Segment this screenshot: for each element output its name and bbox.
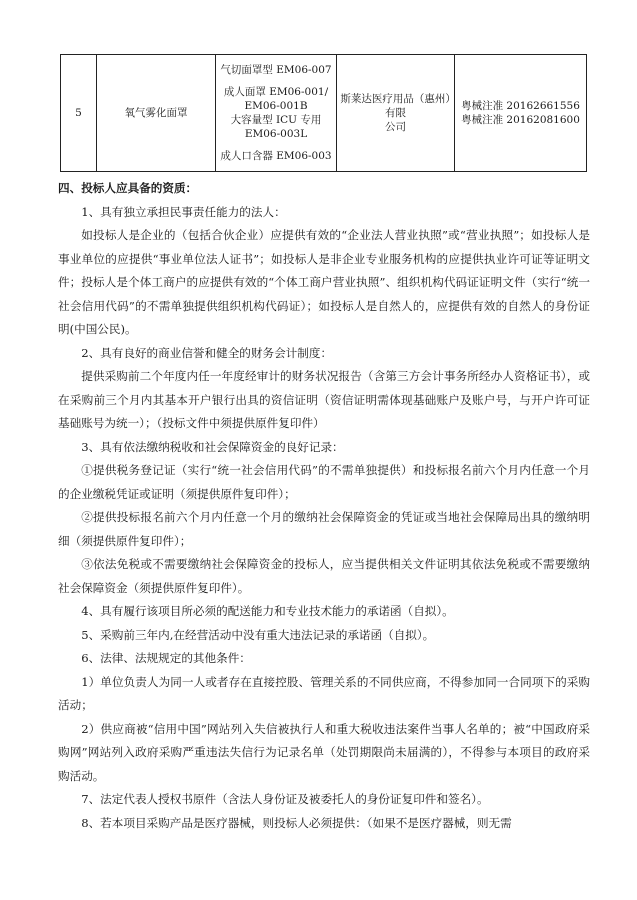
model-line: 大容量型 ICU 专用: [230, 114, 322, 126]
table-row: [61, 55, 587, 172]
paragraph: 7、法定代表人授权书原件（含法人身份证及被委托人的身份证复印件和签名）。: [81, 792, 489, 806]
model-line: EM06-003L: [244, 128, 308, 140]
product-table: [60, 54, 587, 172]
paragraph: 8、若本项目采购产品是医疗器械，则投标人必须提供：（如果不是医疗器械，则无需: [81, 815, 512, 830]
row-index: 5: [61, 55, 97, 172]
model-line: 成人口含器 EM06-003: [220, 150, 332, 162]
manufacturer-line: 公司: [385, 121, 406, 133]
model-list: [216, 55, 337, 172]
section-heading: 四、投标人应具备的资质：: [58, 181, 198, 195]
manufacturer-line: 斯莱达医疗用品（惠州）有限: [340, 93, 451, 119]
paragraph: 4、具有履行该项目所必须的配送能力和专业技术能力的承诺函（自拟）。: [81, 604, 454, 618]
paragraph: ②提供投标报名前六个月内任意一个月的缴纳社会保障资金的凭证或当地社会保障局出具的缴纳明细（须提供原件复印件）；: [58, 510, 590, 548]
paragraph: 2）供应商被“信用中国”网站列入失信被执行人和重大税收违法案件当事人名单的；被“中国政府采购网”网站列入政府采购严重违法失信行为记录名单（处罚期限尚未届满的），不得参与本项目的政府采购活动。: [58, 721, 590, 783]
qualification-section: [58, 177, 590, 835]
paragraph: 6、法律、法规规定的其他条件：: [81, 651, 251, 665]
registration-number: 粤械注准 20162081600: [461, 114, 580, 126]
product-name: 氧气雾化面罩: [97, 55, 216, 172]
registration-numbers: [455, 55, 587, 172]
manufacturer: [337, 55, 455, 172]
paragraph: 提供采购前二个年度内任一年度经审计的财务状况报告（含第三方会计事务所经办人资格证书），或在采购前三个月内其基本开户银行出具的资信证明（资信证明需体现基础账户及账户号，与开户许可证基础账号为统一）；（投标文件中须提供原件复印件）: [58, 369, 590, 430]
registration-number: 粤械注准 20162661556: [461, 100, 580, 112]
paragraph: 5、采购前三年内,在经营活动中没有重大违法记录的承诺函（自拟）。: [81, 627, 435, 642]
paragraph: 1、具有独立承担民事责任能力的法人：: [81, 204, 286, 219]
model-line: 成人面罩 EM06-001/: [223, 86, 329, 98]
paragraph: ③依法免税或不需要缴纳社会保障资金的投标人，应当提供相关文件证明其依法免税或不需要缴纳社会保障资金（须提供原件复印件）。: [58, 557, 590, 595]
paragraph: 如投标人是企业的（包括合伙企业）应提供有效的“企业法人营业执照”或“营业执照”；如投标人是事业单位的应提供“事业单位法人证书”；如投标人是非企业专业服务机构的应提供执业许可证等证明文件；投标人是个体工商户的应提供有效的“个体工商户营业执照”、组织机构代码证证明文件（实行“统一社会信用代码”的不需单独提供组织机构代码证）；如投标人是自然人的，应提供有效的自然人的身份证明(中国公民)。: [58, 228, 590, 336]
paragraph: 1）单位负责人为同一人或者存在直接控股、管理关系的不同供应商，不得参加同一合同项下的采购活动；: [58, 674, 590, 712]
model-line: 气切面罩型 EM06-007: [220, 64, 332, 76]
paragraph: ①提供税务登记证（实行“统一社会信用代码”的不需单独提供）和投标报名前六个月内任意一个月的企业缴税凭证或证明（须提供原件复印件）；: [58, 463, 590, 501]
paragraph: 3、具有依法缴纳税收和社会保障资金的良好记录：: [81, 439, 344, 454]
paragraph: 2、具有良好的商业信誉和健全的财务会计制度：: [81, 345, 333, 360]
model-line: EM06-001B: [244, 100, 308, 112]
